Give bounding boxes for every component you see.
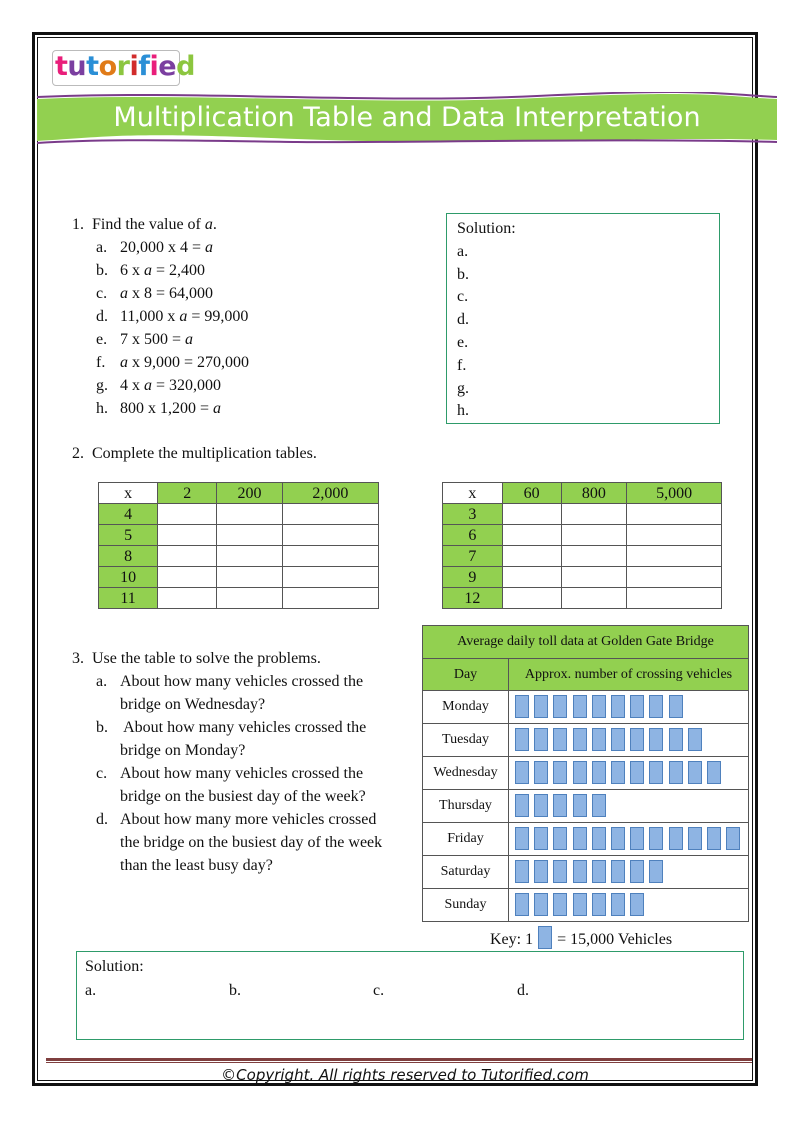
variable: a: [144, 377, 152, 394]
vehicle-icon: [573, 728, 587, 751]
list-item: [96, 670, 417, 716]
item-letter: c.: [96, 285, 108, 302]
vehicle-icon: [573, 827, 587, 850]
solution-label: Solution:: [457, 220, 516, 237]
question-1: [72, 213, 422, 420]
vehicle-icon: [649, 827, 663, 850]
vehicle-icon: [515, 860, 529, 883]
column-header: 800: [561, 483, 627, 504]
vehicle-icon: [669, 761, 683, 784]
solution-line: d.: [457, 311, 469, 329]
vehicle-icon: [630, 728, 644, 751]
solution-line: c.: [457, 288, 469, 306]
vehicle-icon: [534, 761, 548, 784]
question-text: Complete the multiplication tables.: [92, 445, 317, 462]
list-item: [96, 351, 422, 374]
vehicle-icon: [592, 695, 606, 718]
row-header: 8: [99, 546, 158, 567]
answer-cell[interactable]: [561, 525, 627, 546]
question-3-items: [96, 670, 417, 877]
column-header: 5,000: [627, 483, 722, 504]
toll-row: [423, 790, 748, 823]
equation-text: x 8 = 64,000: [128, 285, 214, 302]
vehicle-icon: [534, 728, 548, 751]
vehicle-icon: [649, 860, 663, 883]
item-text-line: About how many vehicles crossed the: [120, 719, 367, 736]
equation-text: x 9,000 = 270,000: [128, 354, 250, 371]
answer-cell[interactable]: [217, 546, 282, 567]
logo-letter: f: [138, 51, 150, 82]
answer-cell[interactable]: [158, 588, 217, 609]
vehicle-icon: [592, 860, 606, 883]
punctuation: .: [212, 216, 217, 233]
vehicle-icon: [553, 695, 567, 718]
answer-cell[interactable]: [282, 504, 378, 525]
table-row: [99, 546, 379, 567]
vehicle-icon: [630, 761, 644, 784]
table-row: [443, 546, 722, 567]
item-text-line: About how many vehicles crossed the: [120, 765, 364, 782]
vehicle-icon: [630, 893, 644, 916]
solution-letter: d.: [517, 982, 529, 999]
item-text-line: bridge on Monday?: [120, 742, 246, 759]
vehicle-pictograph: [509, 790, 748, 822]
column-header: 2: [158, 483, 217, 504]
answer-cell[interactable]: [627, 504, 722, 525]
logo-letter: t: [86, 51, 99, 82]
toll-row: [423, 823, 748, 856]
logo-letter: i: [129, 51, 139, 82]
item-letter: d.: [96, 308, 108, 325]
vehicles-column-header: Approx. number of crossing vehicles: [509, 659, 748, 690]
vehicle-icon: [553, 860, 567, 883]
item-letter: f.: [96, 354, 106, 371]
list-item: [96, 374, 422, 397]
equation-text: 6 x: [120, 262, 144, 279]
toll-data-table: [422, 625, 749, 922]
day-label: Wednesday: [423, 757, 509, 789]
solution-label: Solution:: [85, 958, 144, 975]
question-2-prompt: [72, 442, 317, 465]
logo-letter: e: [158, 51, 177, 82]
answer-cell[interactable]: [627, 588, 722, 609]
solution-line: g.: [457, 379, 469, 397]
vehicle-icon: [515, 761, 529, 784]
item-letter: a.: [96, 673, 108, 690]
vehicle-icon: [611, 695, 625, 718]
answer-cell[interactable]: [217, 525, 282, 546]
question-text: Use the table to solve the problems.: [92, 650, 321, 667]
row-header: 7: [443, 546, 503, 567]
equation-text: 20,000 x 4 =: [120, 239, 206, 256]
key-prefix: Key: 1: [490, 931, 534, 948]
multiplication-table-1: [98, 482, 379, 609]
item-letter: e.: [96, 331, 108, 348]
variable: a: [204, 216, 213, 233]
column-header: 60: [502, 483, 561, 504]
vehicle-pictograph: [509, 724, 748, 756]
vehicle-icon: [573, 860, 587, 883]
row-header: 4: [99, 504, 158, 525]
toll-row: [423, 724, 748, 757]
vehicle-icon: [515, 827, 529, 850]
table-row: [99, 588, 379, 609]
vehicle-icon: [669, 728, 683, 751]
solution-box-1[interactable]: [446, 213, 720, 424]
list-item: [96, 397, 422, 420]
answer-cell[interactable]: [502, 588, 561, 609]
logo-letter: o: [98, 51, 117, 82]
variable: a: [120, 354, 128, 371]
vehicle-icon: [611, 728, 625, 751]
vehicle-icon: [515, 695, 529, 718]
answer-cell[interactable]: [561, 588, 627, 609]
vehicle-icon: [688, 761, 702, 784]
answer-cell[interactable]: [502, 567, 561, 588]
footer-divider: [46, 1058, 752, 1061]
table-row: [99, 567, 379, 588]
vehicle-icon: [573, 893, 587, 916]
vehicle-icon: [515, 794, 529, 817]
question-1-prompt: [72, 213, 422, 236]
list-item: [96, 236, 422, 259]
vehicle-icon: [515, 728, 529, 751]
variable: a: [120, 285, 128, 302]
answer-cell[interactable]: [627, 525, 722, 546]
solution-letter: a.: [85, 982, 97, 999]
table-row: [443, 588, 722, 609]
equation-text: 4 x: [120, 377, 144, 394]
table-corner: x: [443, 483, 503, 504]
vehicle-icon: [592, 827, 606, 850]
vehicle-icon: [538, 926, 552, 949]
solution-line: f.: [457, 356, 467, 374]
vehicle-icon: [534, 794, 548, 817]
item-letter: c.: [96, 765, 108, 782]
pictograph-key: [490, 926, 672, 950]
answer-cell[interactable]: [158, 504, 217, 525]
day-label: Saturday: [423, 856, 509, 888]
multiplication-table-2: [442, 482, 722, 609]
answer-cell[interactable]: [217, 504, 282, 525]
toll-table-header: [423, 659, 748, 691]
vehicle-icon: [592, 761, 606, 784]
day-column-header: Day: [423, 659, 509, 690]
variable: a: [205, 239, 214, 256]
logo-letter: r: [116, 51, 130, 82]
logo-letter: u: [67, 51, 87, 82]
answer-cell[interactable]: [502, 525, 561, 546]
logo-letter: i: [149, 51, 159, 82]
vehicle-icon: [553, 827, 567, 850]
table-row: [443, 525, 722, 546]
toll-row: [423, 757, 748, 790]
question-1-items: [96, 236, 422, 420]
answer-cell[interactable]: [561, 567, 627, 588]
column-header: 200: [217, 483, 282, 504]
answer-cell[interactable]: [502, 504, 561, 525]
list-item: [96, 282, 422, 305]
day-label: Friday: [423, 823, 509, 855]
item-letter: h.: [96, 400, 108, 417]
table-row: [443, 567, 722, 588]
vehicle-icon: [534, 893, 548, 916]
equation-text: 800 x 1,200 =: [120, 400, 214, 417]
page-title: Multiplication Table and Data Interpretation: [113, 102, 701, 133]
toll-table-title: Average daily toll data at Golden Gate Bridge: [423, 626, 748, 659]
column-header: 2,000: [282, 483, 378, 504]
item-text-line: bridge on the busiest day of the week?: [120, 788, 366, 805]
list-item: [96, 762, 417, 808]
solution-letter: c.: [373, 982, 385, 999]
vehicle-icon: [515, 893, 529, 916]
table-row: [443, 504, 722, 525]
vehicle-icon: [707, 761, 721, 784]
tutorified-logo: [52, 50, 195, 86]
vehicle-icon: [573, 761, 587, 784]
answer-cell[interactable]: [561, 546, 627, 567]
item-text-line: the bridge on the busiest day of the week: [120, 834, 383, 851]
vehicle-icon: [630, 860, 644, 883]
equation-text: = 2,400: [152, 262, 206, 279]
answer-cell[interactable]: [282, 546, 378, 567]
item-text-line: bridge on Wednesday?: [120, 696, 266, 713]
table-corner: x: [99, 483, 158, 504]
solution-line: a.: [457, 242, 469, 260]
row-header: 9: [443, 567, 503, 588]
toll-row: [423, 889, 748, 921]
answer-cell[interactable]: [282, 525, 378, 546]
vehicle-icon: [611, 860, 625, 883]
vehicle-pictograph: [509, 856, 748, 888]
vehicle-icon: [630, 695, 644, 718]
row-header: 3: [443, 504, 503, 525]
item-letter: b.: [96, 719, 108, 736]
solution-letter: b.: [229, 982, 241, 999]
variable: a: [179, 308, 188, 325]
vehicle-pictograph: [509, 757, 748, 789]
day-label: Thursday: [423, 790, 509, 822]
copyright-footer: ©Copyright. All rights reserved to Tutorified.com: [221, 1066, 589, 1084]
vehicle-icon: [573, 794, 587, 817]
logo-letter: t: [55, 51, 68, 82]
variable: a: [213, 400, 222, 417]
vehicle-icon: [573, 695, 587, 718]
equation-text: 11,000 x: [120, 308, 180, 325]
list-item: [96, 808, 417, 877]
question-text: Find the value of: [92, 216, 201, 233]
answer-cell[interactable]: [158, 567, 217, 588]
answer-cell[interactable]: [158, 546, 217, 567]
vehicle-icon: [669, 827, 683, 850]
answer-cell[interactable]: [282, 588, 378, 609]
vehicle-icon: [649, 761, 663, 784]
vehicle-icon: [534, 695, 548, 718]
answer-cell[interactable]: [217, 567, 282, 588]
list-item: [96, 328, 422, 351]
vehicle-icon: [630, 827, 644, 850]
row-header: 6: [443, 525, 503, 546]
toll-rows: [423, 691, 748, 921]
vehicle-icon: [688, 827, 702, 850]
vehicle-pictograph: [509, 889, 748, 921]
item-text-line: About how many vehicles crossed the: [120, 673, 364, 690]
vehicle-icon: [592, 893, 606, 916]
day-label: Monday: [423, 691, 509, 723]
equation-text: = 99,000: [187, 308, 249, 325]
vehicle-icon: [553, 728, 567, 751]
vehicle-icon: [611, 893, 625, 916]
solution-line: b.: [457, 265, 469, 283]
equation-text: = 320,000: [152, 377, 222, 394]
row-header: 11: [99, 588, 158, 609]
answer-cell[interactable]: [217, 588, 282, 609]
question-number: 1.: [72, 216, 84, 233]
item-letter: a.: [96, 239, 108, 256]
answer-cell[interactable]: [627, 567, 722, 588]
solution-line: h.: [457, 402, 469, 420]
answer-cell[interactable]: [627, 546, 722, 567]
answer-cell[interactable]: [158, 525, 217, 546]
row-header: 5: [99, 525, 158, 546]
vehicle-icon: [553, 794, 567, 817]
vehicle-icon: [534, 827, 548, 850]
list-item: [96, 259, 422, 282]
vehicle-icon: [707, 827, 721, 850]
question-number: 3.: [72, 650, 84, 667]
question-3-prompt: [72, 647, 417, 670]
vehicle-icon: [649, 728, 663, 751]
variable: a: [144, 262, 152, 279]
vehicle-icon: [669, 695, 683, 718]
logo-letter: d: [176, 51, 195, 82]
vehicle-icon: [649, 695, 663, 718]
toll-row: [423, 691, 748, 724]
footer-divider-thin: [46, 1062, 752, 1063]
vehicle-icon: [592, 728, 606, 751]
vehicle-icon: [592, 794, 606, 817]
vehicle-pictograph: [509, 823, 748, 855]
item-text-line: About how many more vehicles crossed: [120, 811, 377, 828]
question-3: [72, 647, 417, 877]
vehicle-pictograph: [509, 691, 748, 723]
equation-text: 7 x 500 =: [120, 331, 186, 348]
solution-box-2[interactable]: [76, 951, 744, 1040]
vehicle-icon: [726, 827, 740, 850]
answer-cell[interactable]: [561, 504, 627, 525]
question-number: 2.: [72, 445, 84, 462]
vehicle-icon: [611, 827, 625, 850]
toll-row: [423, 856, 748, 889]
vehicle-icon: [553, 761, 567, 784]
table-row: [99, 504, 379, 525]
key-suffix: = 15,000 Vehicles: [557, 931, 673, 948]
list-item: [96, 716, 417, 762]
item-letter: d.: [96, 811, 108, 828]
item-letter: b.: [96, 262, 108, 279]
solution-line: e.: [457, 333, 469, 351]
row-header: 12: [443, 588, 503, 609]
row-header: 10: [99, 567, 158, 588]
day-label: Tuesday: [423, 724, 509, 756]
answer-cell[interactable]: [282, 567, 378, 588]
solution-letters: [457, 241, 719, 423]
vehicle-icon: [553, 893, 567, 916]
vehicle-icon: [534, 860, 548, 883]
item-text-line: than the least busy day?: [120, 857, 273, 874]
vehicle-icon: [611, 761, 625, 784]
day-label: Sunday: [423, 889, 509, 921]
vehicle-icon: [688, 728, 702, 751]
answer-cell[interactable]: [502, 546, 561, 567]
variable: a: [185, 331, 194, 348]
item-letter: g.: [96, 377, 108, 394]
list-item: [96, 305, 422, 328]
table-row: [99, 525, 379, 546]
